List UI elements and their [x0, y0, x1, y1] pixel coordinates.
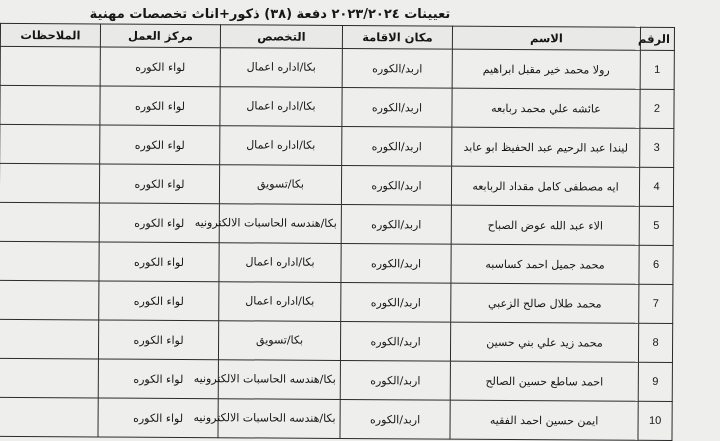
cell-name: محمد طلال صالح الزعبي	[451, 283, 639, 323]
cell-specialty: بكا/هندسه الحاسبات الالكترونيه	[218, 399, 340, 439]
cell-notes	[0, 163, 100, 203]
cell-specialty: بكا/اداره اعمال	[219, 243, 341, 283]
cell-specialty: بكا/اداره اعمال	[219, 282, 341, 322]
cell-workplace: لواء الكوره	[98, 359, 218, 399]
cell-notes	[0, 46, 100, 86]
cell-number: 6	[639, 245, 673, 284]
cell-notes	[0, 85, 100, 125]
cell-residence: اربد/الكوره	[341, 282, 451, 322]
cell-number: 8	[638, 323, 672, 362]
cell-specialty: بكا/تسويق	[218, 321, 340, 361]
header-residence: مكان الاقامة	[342, 25, 452, 49]
cell-specialty: بكا/تسويق	[219, 165, 341, 205]
cell-specialty: بكا/اداره اعمال	[220, 48, 342, 88]
cell-name: ايه مصطفى كامل مقداد الربابعه	[451, 166, 639, 206]
cell-workplace: لواء الكوره	[100, 47, 220, 87]
cell-notes	[0, 319, 99, 359]
cell-workplace: لواء الكوره	[99, 281, 219, 321]
cell-notes	[0, 241, 99, 281]
header-specialty: التخصص	[220, 25, 342, 49]
cell-residence: اربد/الكوره	[341, 165, 451, 205]
cell-name: ايمن حسين احمد الفقيه	[450, 400, 638, 440]
cell-workplace: لواء الكوره	[98, 320, 218, 360]
cell-number: 2	[640, 89, 674, 128]
table-row	[0, 280, 673, 323]
table-row	[0, 319, 673, 362]
cell-number: 4	[639, 167, 673, 206]
header-notes: الملاحظات	[0, 23, 100, 47]
cell-residence: اربد/الكوره	[340, 399, 450, 439]
cell-specialty: بكا/اداره اعمال	[220, 126, 342, 166]
cell-number: 9	[638, 362, 672, 401]
cell-name: عائشه علي محمد ربابعه	[452, 88, 640, 128]
cell-name: ليندا عبد الرحيم عبد الحفيظ ابو عابد	[452, 127, 640, 167]
cell-residence: اربد/الكوره	[342, 87, 452, 127]
cell-workplace: لواء الكوره	[100, 125, 220, 165]
cell-notes	[0, 358, 98, 398]
cell-name: محمد زيد علي بني حسين	[450, 322, 638, 362]
table-body	[0, 46, 674, 440]
cell-residence: اربد/الكوره	[342, 48, 452, 88]
cell-number: 5	[639, 206, 673, 245]
header-name: الاسم	[452, 26, 640, 50]
document-title: تعيينات ٢٠٢٣/٢٠٢٤ دفعة (٣٨) ذكور+اناث تخصصات مهنية	[89, 7, 451, 22]
table-row	[0, 163, 674, 206]
cell-specialty: بكا/هندسه الحاسبات الالكترونيه	[219, 204, 341, 244]
table-row	[0, 124, 674, 167]
cell-residence: اربد/الكوره	[340, 321, 450, 361]
table-row	[0, 397, 672, 440]
cell-workplace: لواء الكوره	[99, 242, 219, 282]
cell-residence: اربد/الكوره	[340, 360, 450, 400]
cell-workplace: لواء الكوره	[98, 398, 218, 438]
cell-notes	[0, 202, 99, 242]
cell-residence: اربد/الكوره	[342, 126, 452, 166]
cell-residence: اربد/الكوره	[341, 243, 451, 283]
cell-specialty: بكا/هندسه الحاسبات الالكترونيه	[218, 360, 340, 400]
table-row	[0, 202, 673, 245]
cell-name: احمد ساطع حسين الصالح	[450, 361, 638, 401]
cell-number: 3	[640, 128, 674, 167]
table-row	[0, 85, 674, 128]
table-row	[0, 358, 672, 401]
cell-notes	[0, 124, 100, 164]
table-row	[0, 46, 674, 89]
header-workplace: مركز العمل	[100, 24, 220, 48]
cell-notes	[0, 280, 99, 320]
cell-name: محمد جميل احمد كساسبه	[451, 244, 639, 284]
cell-residence: اربد/الكوره	[341, 204, 451, 244]
appointments-table	[0, 23, 675, 441]
cell-number: 1	[640, 50, 674, 89]
header-number: الرقم	[640, 27, 674, 50]
table-row	[0, 241, 673, 284]
cell-workplace: لواء الكوره	[99, 203, 219, 243]
cell-number: 10	[638, 401, 672, 440]
cell-number: 7	[639, 284, 673, 323]
cell-name: الاء عبد الله عوض الصباح	[451, 205, 639, 245]
cell-name: رولا محمد خير مقبل ابراهيم	[452, 49, 640, 89]
cell-workplace: لواء الكوره	[100, 86, 220, 126]
cell-notes	[0, 397, 98, 437]
cell-workplace: لواء الكوره	[99, 164, 219, 204]
cell-specialty: بكا/اداره اعمال	[220, 87, 342, 127]
